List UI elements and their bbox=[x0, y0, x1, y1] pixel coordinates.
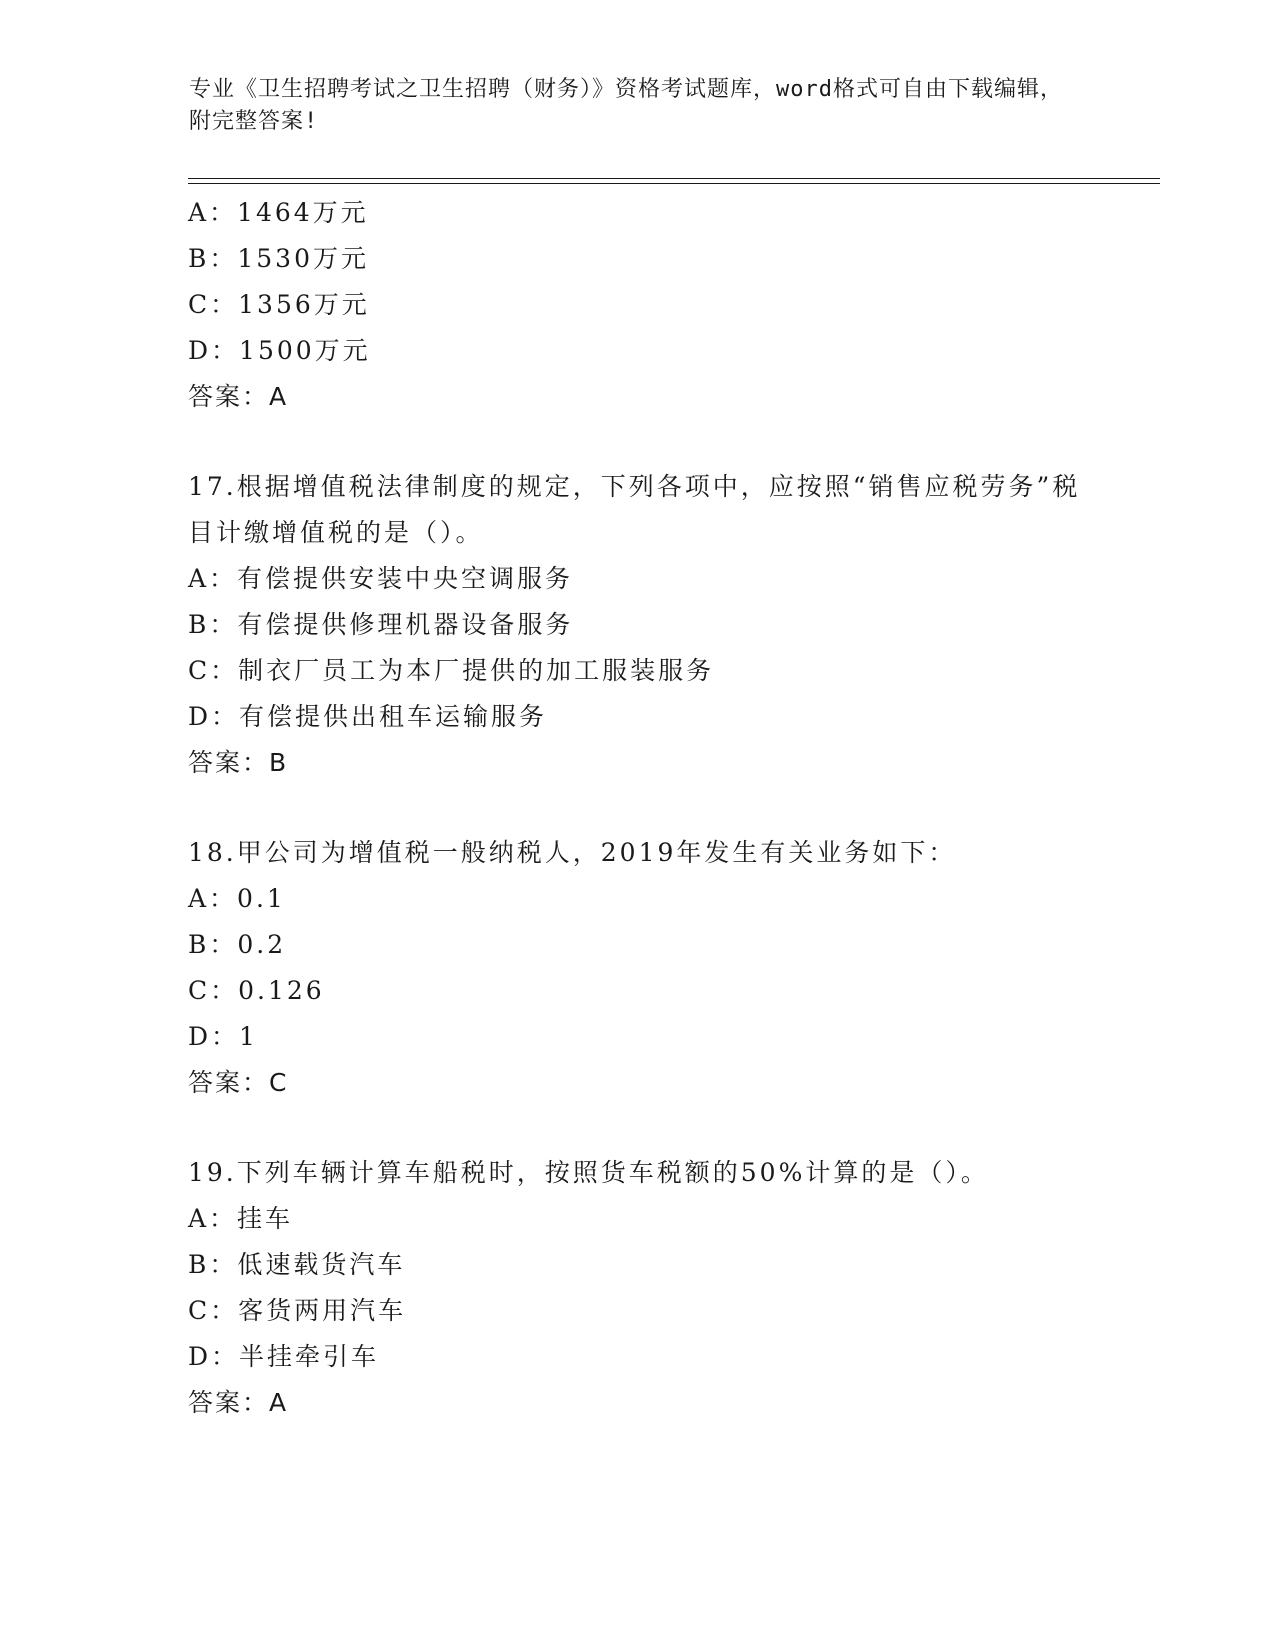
answer-value: B bbox=[269, 748, 289, 777]
answer-line bbox=[188, 1060, 1088, 1106]
answer-label: 答案： bbox=[188, 748, 270, 777]
question-16 bbox=[188, 190, 1088, 420]
option-d: D：半挂牵引车 bbox=[188, 1342, 380, 1371]
header-divider-bottom bbox=[188, 183, 1160, 184]
question-19 bbox=[188, 1150, 1088, 1426]
answer-value: A bbox=[269, 1388, 289, 1417]
question-stem: 17.根据增值税法律制度的规定，下列各项中，应按照“销售应税劳务”税目计缴增值税的是（）。 bbox=[188, 472, 1081, 547]
question-list bbox=[188, 190, 1088, 1426]
option-b: B：1530万元 bbox=[188, 244, 369, 273]
option-c: C：客货两用汽车 bbox=[188, 1296, 407, 1325]
answer-value: A bbox=[269, 382, 289, 411]
answer-line bbox=[188, 374, 1088, 420]
answer-label: 答案： bbox=[188, 1388, 270, 1417]
document-header bbox=[189, 74, 1079, 138]
option-a: A：挂车 bbox=[188, 1204, 294, 1233]
answer-label: 答案： bbox=[188, 382, 270, 411]
option-c: C：1356万元 bbox=[188, 290, 370, 319]
answer-value: C bbox=[269, 1068, 289, 1097]
answer-line bbox=[188, 1380, 1088, 1426]
question-18 bbox=[188, 830, 1088, 1106]
option-d: D：1500万元 bbox=[188, 336, 371, 365]
option-a: A：有偿提供安装中央空调服务 bbox=[188, 564, 574, 593]
option-d: D：有偿提供出租车运输服务 bbox=[188, 702, 548, 731]
question-stem: 19.下列车辆计算车船税时，按照货车税额的50%计算的是（）。 bbox=[188, 1158, 989, 1187]
option-b: B：0.2 bbox=[188, 930, 287, 959]
header-divider-top bbox=[188, 178, 1160, 179]
answer-line bbox=[188, 740, 1088, 786]
answer-label: 答案： bbox=[188, 1068, 270, 1097]
question-stem: 18.甲公司为增值税一般纳税人，2019年发生有关业务如下： bbox=[188, 838, 957, 867]
option-c: C：制衣厂员工为本厂提供的加工服装服务 bbox=[188, 656, 715, 685]
option-b: B：有偿提供修理机器设备服务 bbox=[188, 610, 574, 639]
option-c: C：0.126 bbox=[188, 976, 325, 1005]
header-text: 专业《卫生招聘考试之卫生招聘（财务）》资格考试题库，word格式可自由下载编辑，附完整答案! bbox=[189, 77, 1063, 134]
option-a: A：1464万元 bbox=[188, 198, 369, 227]
option-d: D：1 bbox=[188, 1022, 258, 1051]
option-a: A：0.1 bbox=[188, 884, 286, 913]
option-b: B：低速载货汽车 bbox=[188, 1250, 406, 1279]
question-17 bbox=[188, 464, 1088, 786]
